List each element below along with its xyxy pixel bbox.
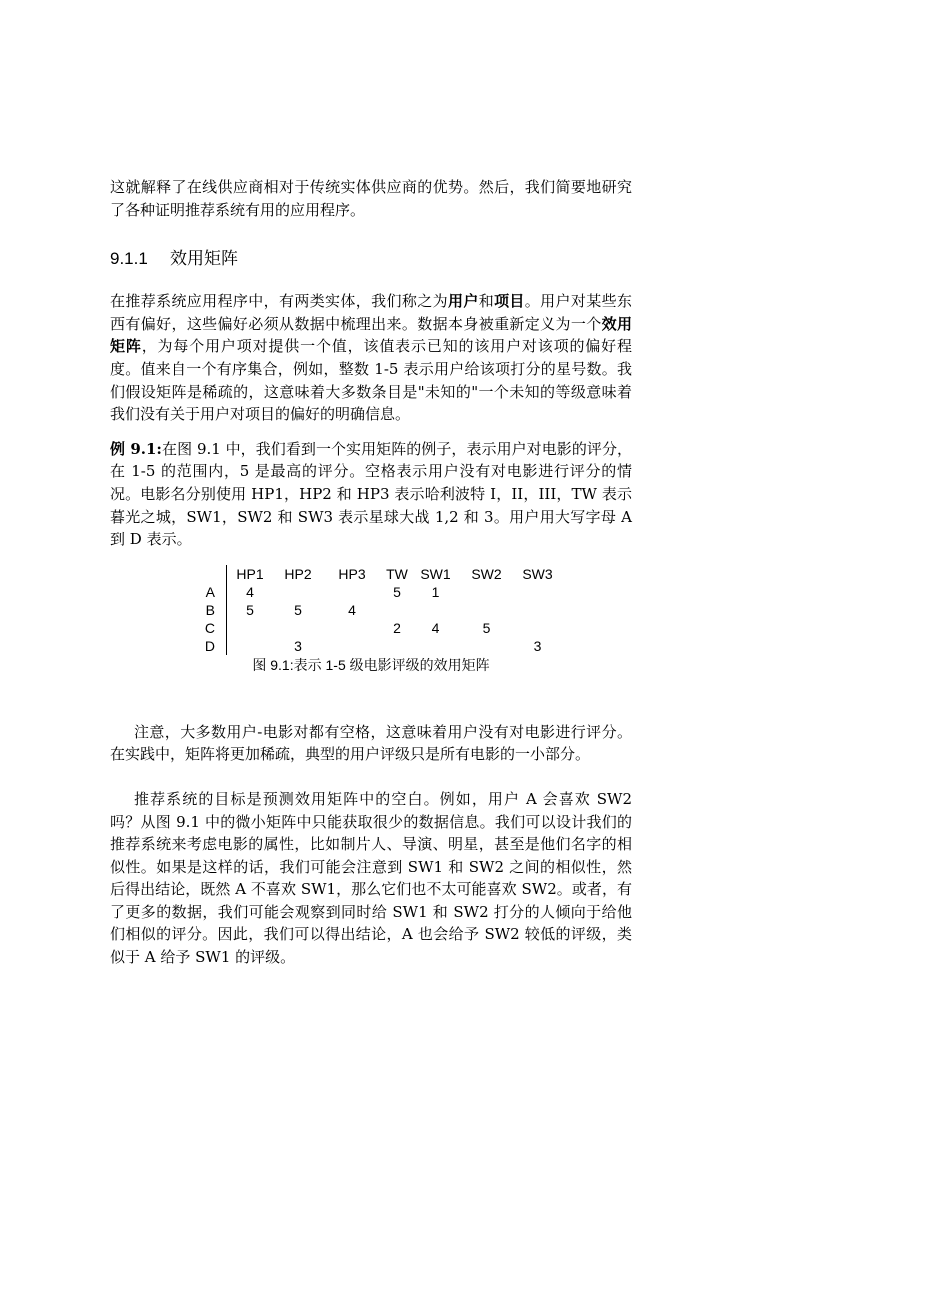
term-user: 用户 (447, 292, 479, 311)
rating-cell: 3 (533, 637, 542, 654)
rating-cell (458, 583, 515, 601)
matrix-definition-paragraph (110, 290, 632, 426)
row-header-user: C (204, 619, 215, 636)
example-paragraph (110, 438, 632, 551)
rating-cell: 4 (227, 583, 274, 601)
rating-cell (515, 601, 560, 619)
intro-paragraph: 这就解释了在线供应商相对于传统实体供应商的优势。然后，我们简要地研究了各种证明推荐系统有用的应用程序。 (110, 178, 632, 219)
rating-cell (381, 637, 413, 655)
rating-cell: 5 (294, 601, 302, 618)
figure-caption: 图 9.1:表示 1-5 级电影评级的效用矩阵 (252, 656, 490, 673)
rating-cell: 2 (393, 619, 401, 636)
column-header-hp3: HP3 (338, 565, 366, 582)
rating-cell (227, 619, 274, 637)
text-run: 。用户对某些东西有偏好，这些偏好必须从数据中梳理出来。数据本身被重新定义为一个 (110, 292, 632, 333)
matrix-row (185, 583, 560, 601)
rating-cell: 5 (482, 619, 491, 636)
document-page (110, 176, 632, 969)
section-title: 效用矩阵 (170, 249, 238, 269)
example-text: 在图 9.1 中，我们看到一个实用矩阵的例子，表示用户对电影的评分，在 1-5 的范围内，5 是最高的评分。空格表示用户没有对电影进行评分的情况。电影名分别使用 HP1，HP2 和 HP3 表示哈利波特 I，II，III，TW 表示暮光之城，SW1，SW2 和 SW3 表示星球大战 1,2 和 3。用户用大写字母 A 到 D 表示。 (110, 439, 632, 549)
rating-cell: 3 (294, 637, 302, 654)
rating-cell (515, 619, 560, 637)
rating-cell (381, 601, 413, 619)
matrix-body (185, 583, 560, 655)
column-header-sw2: SW2 (471, 565, 502, 582)
rating-cell (323, 583, 381, 601)
rating-cell (413, 637, 458, 655)
rating-cell (413, 601, 458, 619)
column-header-sw1: SW1 (420, 565, 451, 582)
rating-cell: 1 (431, 583, 440, 600)
note-paragraph: 注意，大多数用户-电影对都有空格，这意味着用户没有对电影进行评分。在实践中，矩阵将更加稀疏，典型的用户评级只是所有电影的一小部分。 (110, 722, 632, 764)
column-header-hp1: HP1 (227, 565, 274, 583)
rating-cell (458, 601, 515, 619)
text-run: ，为每个用户项对提供一个值，该值表示已知的该用户对该项的偏好程度。值来自一个有序集合，例如，整数 1-5 表示用户给该项打分的星号数。我们假设矩阵是稀疏的，这意味着大多数条目是"未知的"一个未知的等级意味着我们没有关于用户对项目的偏好的明确信息。 (110, 337, 632, 424)
column-header-sw3: SW3 (522, 565, 553, 582)
example-label: 例 9.1: (110, 439, 162, 458)
rating-cell (458, 637, 515, 655)
matrix-header-row (185, 565, 560, 583)
column-header-hp2: HP2 (284, 565, 312, 582)
column-header-tw: TW (386, 565, 408, 582)
matrix-row (185, 619, 560, 637)
utility-matrix-figure (110, 563, 632, 703)
row-header-user: A (205, 583, 215, 600)
rating-cell (227, 637, 274, 655)
goal-paragraph: 推荐系统的目标是预测效用矩阵中的空白。例如，用户 A 会喜欢 SW2 吗？从图 9.1 中的微小矩阵中只能获取很少的数据信息。我们可以设计我们的推荐系统来考虑电影的属性，比如制片人、导演、明星，甚至是他们名字的相似性。如果是这样的话，我们可能会注意到 SW1 和 SW2 之间的相似性，然后得出结论，既然 A 不喜欢 SW1，那么它们也不太可能喜欢 SW2。或者，有了更多的数据，我们可能会观察到同时给 SW1 和 SW2 打分的人倾向于给他们相似的评分。因此，我们可以得出结论，A 也会给予 SW2 较低的评级，类似于 A 给予 SW1 的评级。 (110, 789, 632, 967)
rating-cell (273, 619, 323, 637)
row-header-user: D (204, 637, 215, 654)
matrix-corner-cell (185, 565, 227, 583)
rating-cell (323, 637, 381, 655)
section-heading (110, 248, 632, 270)
section-number: 9.1.1 (110, 249, 148, 269)
term-utility-matrix: 效用矩阵 (110, 314, 632, 356)
rating-cell (515, 583, 560, 601)
text-run: 在推荐系统应用程序中，有两类实体，我们称之为 (110, 292, 448, 311)
rating-cell: 4 (348, 601, 356, 618)
rating-cell (273, 583, 323, 601)
rating-cell: 4 (431, 619, 440, 636)
row-header-user: B (205, 601, 215, 618)
matrix-row (185, 637, 560, 655)
matrix-row (185, 601, 560, 619)
rating-cell: 5 (227, 601, 274, 619)
rating-cell: 5 (393, 583, 401, 600)
rating-cell (323, 619, 381, 637)
utility-matrix-table (185, 565, 560, 655)
term-item: 项目 (494, 292, 525, 311)
text-run: 和 (478, 292, 495, 311)
